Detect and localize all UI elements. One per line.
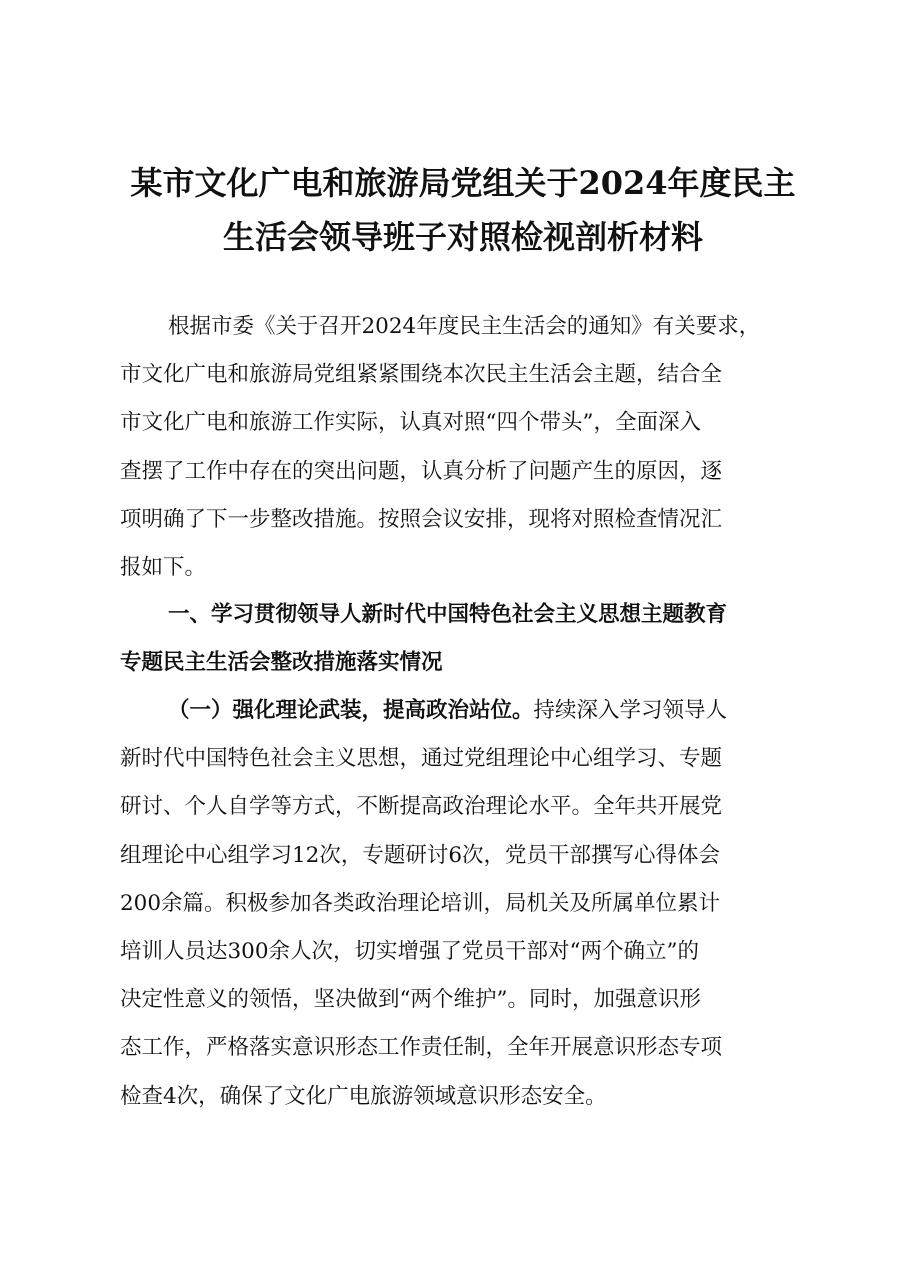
paragraph-line: 培训人员达300余人次，切实增强了党员干部对“两个确立”的 — [120, 938, 700, 964]
section-paragraph — [120, 687, 810, 1121]
heading-line: 一、学习贯彻领导人新时代中国特色社会主义思想主题教育 — [168, 602, 728, 627]
intro-paragraph — [120, 303, 810, 592]
paragraph-line: 检查4次，确保了文化广电旅游领域意识形态安全。 — [120, 1083, 607, 1109]
document-title — [118, 156, 808, 264]
paragraph-line: 研讨、个人自学等方式，不断提高政治理论水平。全年共开展党 — [120, 794, 723, 820]
sub-heading: （一）强化理论武装，提高政治站位。 — [168, 698, 534, 723]
paragraph-line: 新时代中国特色社会主义思想，通过党组理论中心组学习、专题 — [120, 746, 723, 772]
paragraph-line: 报如下。 — [120, 554, 207, 580]
title-line: 生活会领导班子对照检视剖析材料 — [222, 218, 703, 256]
paragraph-line: 市文化广电和旅游局党组紧紧围绕本次民主生活会主题，结合全 — [120, 362, 723, 388]
paragraph-line: 决定性意义的领悟，坚决做到“两个维护”。同时，加强意识形 — [120, 987, 701, 1013]
paragraph-line: 市文化广电和旅游工作实际，认真对照“四个带头”，全面深入 — [120, 410, 701, 436]
paragraph-line: 200余篇。积极参加各类政治理论培训，局机关及所属单位累计 — [120, 890, 721, 916]
section-heading — [120, 591, 810, 687]
paragraph-line: 态工作，严格落实意识形态工作责任制，全年开展意识形态专项 — [120, 1035, 723, 1061]
title-line: 某市文化广电和旅游局党组关于2024年度民主 — [130, 164, 796, 202]
sub-heading-rest: 持续深入学习领导人 — [533, 698, 728, 723]
paragraph-line: 查摆了工作中存在的突出问题，认真分析了问题产生的原因，逐 — [120, 458, 723, 484]
paragraph-line: 项明确了下一步整改措施。按照会议安排，现将对照检查情况汇 — [120, 506, 723, 532]
paragraph-line: 根据市委《关于召开2024年度民主生活会的通知》有关要求， — [168, 314, 761, 339]
heading-line: 专题民主生活会整改措施落实情况 — [120, 650, 443, 676]
paragraph-line — [120, 687, 810, 735]
paragraph-line: 组理论中心组学习12次，专题研讨6次，党员干部撰写心得体会 — [120, 842, 721, 868]
